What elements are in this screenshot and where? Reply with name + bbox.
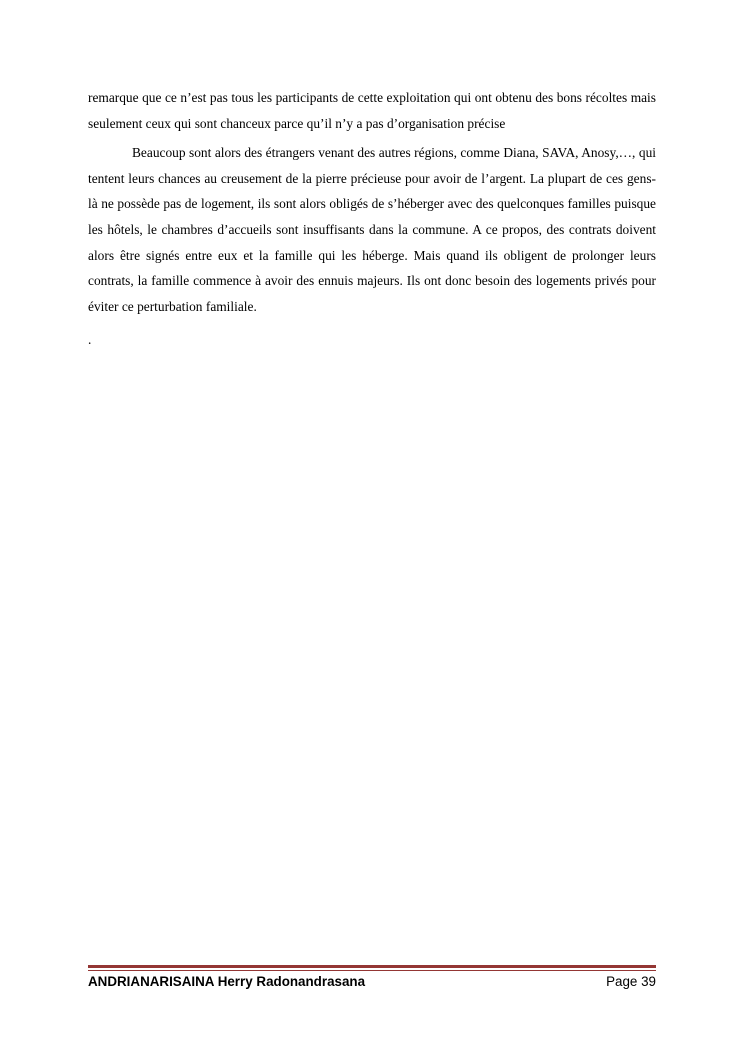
footer-page-number: Page 39	[606, 974, 656, 989]
footer-rule-thick	[88, 965, 656, 968]
footer-rule-thin	[88, 970, 656, 971]
paragraph-strangers-housing: Beaucoup sont alors des étrangers venant des autres régions, comme Diana, SAVA, Anosy,…, qui tentent leurs chances au creusement de la pierre précieuse pour avoir de l’argent. La plupart de ces gens-là ne possède pas de logement, ils sont alors obligés de s’héberger avec des quelconques familles puisque les hôtels, le chambres d’accueils sont insuffisants dans la commune. A ce propos, des contrats doivent alors être signés entre eux et la famille qui les héberge. Mais quand ils obligent de prolonger leurs contrats, la famille commence à avoir des ennuis majeurs. Ils ont donc besoin des logements privés pour éviter ce perturbation familiale.	[88, 145, 656, 314]
trailing-period: .	[88, 332, 92, 348]
footer-author: ANDRIANARISAINA Herry Radonandrasana	[88, 974, 366, 989]
body-text	[88, 85, 656, 353]
page-footer	[88, 974, 656, 989]
paragraph-continuation: remarque que ce n’est pas tous les participants de cette exploitation qui ont obtenu des bons récoltes mais seulement ceux qui sont chanceux parce qu’il n’y a pas d’organisation précise	[88, 90, 656, 131]
